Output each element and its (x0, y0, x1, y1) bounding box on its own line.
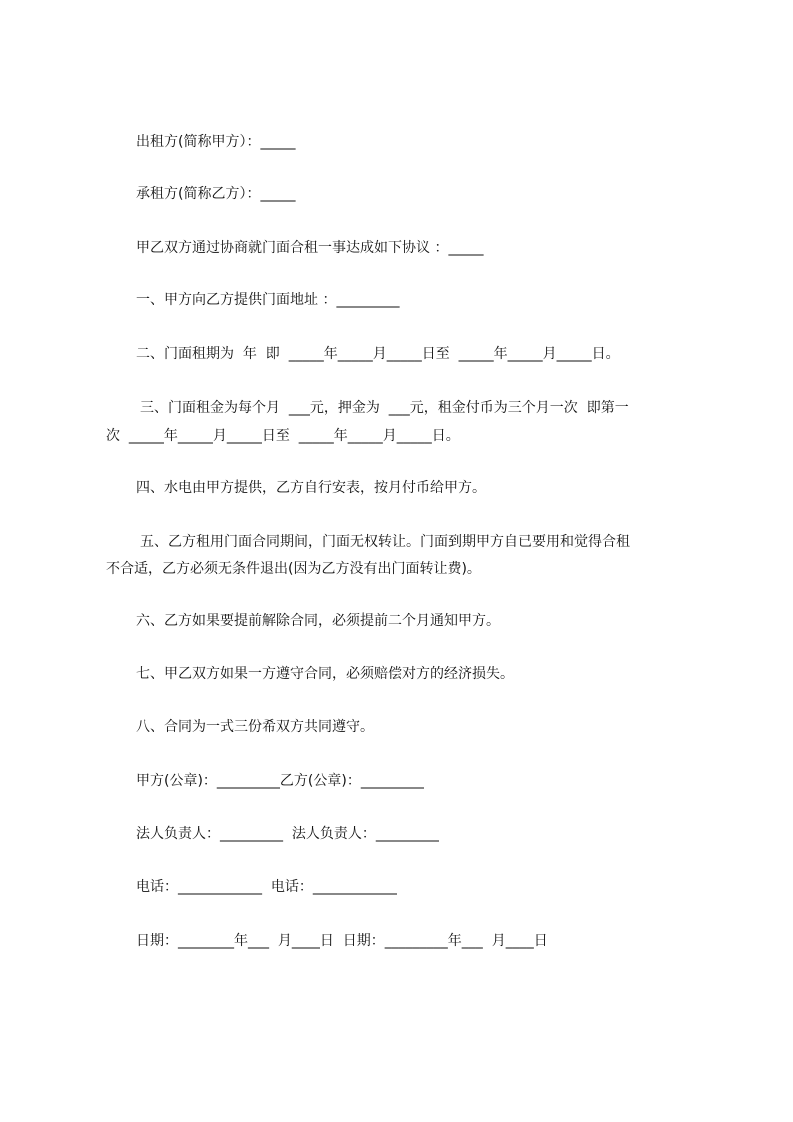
clause-3-line-2: 次 _____年_____月_____日至 _____年_____月_____日。 (106, 428, 460, 444)
clause-6: 六、乙方如果要提前解除合同，必须提前二个月通知甲方。 (136, 613, 500, 629)
clause-5-line-2: 不合适，乙方必须无条件退出(因为乙方没有出门面转让费)。 (106, 561, 481, 577)
lessor-line: 出租方(简称甲方）：_____ (136, 134, 296, 150)
date-line: 日期：________年___ 月____日 日期：_________年___ 月____日 (136, 933, 548, 949)
clause-7: 七、甲乙双方如果一方遵守合同，必须赔偿对方的经济损失。 (136, 666, 514, 682)
agreement-intro-line: 甲乙双方通过协商就门面合租一事达成如下协议 ：_____ (136, 240, 484, 256)
clause-1: 一、甲方向乙方提供门面地址 ：_________ (136, 292, 400, 308)
phone-line: 电话：____________ 电话：____________ (136, 879, 397, 895)
clause-5-line-1: 五、乙方租用门面合同期间，门面无权转让。门面到期甲方自已要用和觉得合租 (140, 534, 630, 550)
seal-signature-line: 甲方(公章)：_________乙方(公章)：_________ (136, 773, 424, 789)
clause-4: 四、水电由甲方提供，乙方自行安表，按月付币给甲方。 (136, 480, 486, 496)
clause-3-line-1: 三、门面租金为每个月 ___元，押金为 ___元，租金付币为三个月一次 即第一 (140, 400, 629, 416)
lessee-line: 承租方(简称乙方）：_____ (136, 186, 296, 202)
clause-2: 二、门面租期为 年 即 _____年_____月_____日至 _____年_____月_____日。 (136, 346, 620, 362)
clause-8: 八、合同为一式三份希双方共同遵守。 (136, 719, 374, 735)
legal-representative-line: 法人负责人：_________ 法人负责人：_________ (136, 826, 439, 842)
